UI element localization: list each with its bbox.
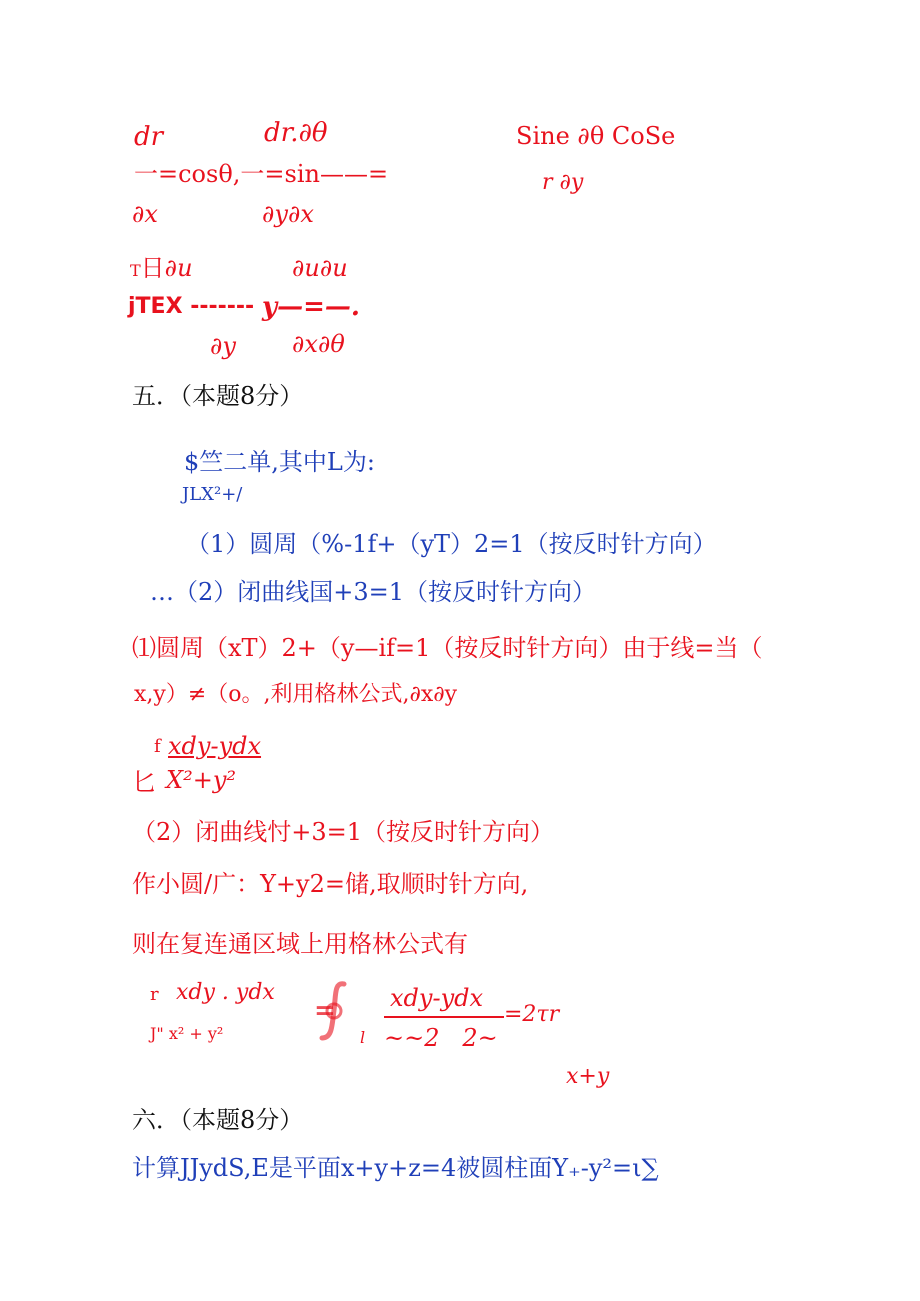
block2-t-mark: T xyxy=(130,261,141,280)
solution5-fraction-denominator: ~~2 2~ xyxy=(384,1024,498,1052)
block2-text: 日 xyxy=(140,254,165,282)
block1-cos-sin-line: 一=cosθ,一=sin——= xyxy=(134,160,389,188)
solution5-x-plus-y: x+y xyxy=(566,1064,610,1089)
block1-dr-theta: dr.∂θ xyxy=(264,118,328,148)
solution5-x2-y2: X²+y² xyxy=(166,766,236,794)
block1-r-dy: r ∂y xyxy=(542,170,584,195)
solution5-bi-mark: 匕 xyxy=(132,768,156,796)
block2-tex-line: jTEX ------- xyxy=(128,294,255,319)
solution5-equals: = xyxy=(314,996,336,1026)
block2-du: ∂u xyxy=(164,254,193,282)
solution5-fraction-numerator: xdy-ydx xyxy=(390,984,484,1012)
solution5-f-mark: f xyxy=(154,736,161,757)
solution5-line1: ⑴圆周（xT）2+（y—if=1（按反时针方向）由于线=当（ xyxy=(132,634,763,662)
solution5-line5: （2）闭曲线忖+3=1（按反时针方向） xyxy=(132,818,555,846)
solution5-r-mark: r xyxy=(150,984,159,1005)
section5-integrand: JLX²+/ xyxy=(182,484,243,505)
solution5-l-sub: l xyxy=(360,1028,366,1047)
section5-item2: …（2）闭曲线国+3=1（按反时针方向） xyxy=(150,578,597,606)
block1-dx: ∂x xyxy=(132,200,158,228)
solution5-xdy-ydx-top: xdy . ydx xyxy=(176,980,275,1005)
solution5-j-x2-y2: J" x² + y² xyxy=(150,1024,224,1043)
solution5-line7: 则在复连通区域上用格林公式有 xyxy=(132,930,468,958)
block2-y-equals: y—=—. xyxy=(262,292,360,322)
section6-heading: 六．（本题8分） xyxy=(132,1106,304,1134)
section6-question: 计算JJydS,E是平面x+y+z=4被圆柱面Y₊-y²=ι∑ xyxy=(132,1154,659,1182)
solution5-fraction-bar xyxy=(384,1016,504,1018)
solution5-rhs: =2τr xyxy=(504,1002,560,1027)
block1-dr-left: dr xyxy=(134,122,164,152)
block2-partial-u xyxy=(130,256,193,280)
block1-dy-dx: ∂y∂x xyxy=(262,200,314,228)
block2-du-du: ∂u∂u xyxy=(292,254,348,282)
solution5-line2: x,y）≠（o。,利用格林公式,∂x∂y xyxy=(134,682,458,707)
section5-heading: 五．（本题8分） xyxy=(132,382,304,410)
block2-dy: ∂y xyxy=(210,332,236,360)
section5-question: $竺二单,其中L为: xyxy=(184,448,375,476)
solution5-xdy-ydx: xdy-ydx xyxy=(168,732,262,760)
section5-item1: （1）圆周（%-1f+（yT）2=1（按反时针方向） xyxy=(186,530,717,558)
solution5-line6: 作小圆/广：Y+y2=储,取顺时针方向, xyxy=(132,870,529,898)
block1-sine-cose: Sine ∂θ CoSe xyxy=(516,122,676,150)
block2-dx-dtheta: ∂x∂θ xyxy=(292,330,345,358)
contour-integral-icon xyxy=(312,976,362,1046)
